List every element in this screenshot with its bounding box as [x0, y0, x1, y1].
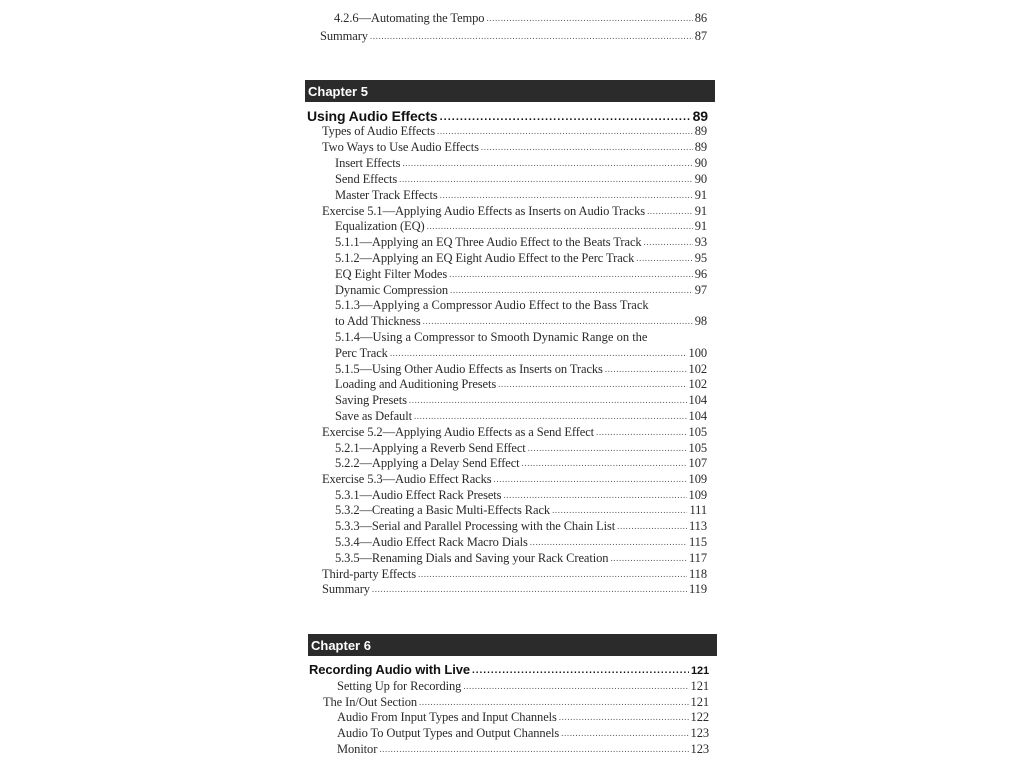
toc-entry [335, 314, 707, 329]
toc-entry-page: 89 [694, 124, 707, 138]
toc-entry [335, 456, 707, 471]
toc-entry-title: 4.2.6—Automating the Tempo [334, 11, 485, 25]
toc-entry [335, 503, 707, 518]
toc-entry-page: 109 [688, 472, 707, 486]
toc-entry [335, 188, 707, 203]
chapter-heading-bar [308, 634, 717, 656]
toc-entry [335, 235, 707, 250]
toc-entry [335, 377, 707, 392]
toc-entry [335, 551, 707, 566]
dot-leader [636, 251, 692, 266]
toc-entry-title: Audio From Input Types and Input Channels [337, 710, 557, 724]
toc-entry-title: Insert Effects [335, 156, 401, 170]
toc-entry-title: Loading and Auditioning Presets [335, 377, 497, 391]
toc-entry-page: 91 [694, 219, 707, 233]
chapter-heading-label: Chapter 6 [311, 637, 371, 653]
toc-entry-page: 119 [689, 582, 707, 596]
toc-entry-page: 123 [690, 742, 709, 756]
dot-leader [414, 409, 687, 424]
dot-leader [423, 314, 693, 329]
toc-entry-title: 5.2.1—Applying a Reverb Send Effect [335, 441, 526, 455]
dot-leader [440, 188, 693, 203]
toc-entry-title: Audio To Output Types and Output Channels [337, 726, 560, 740]
dot-leader [372, 582, 687, 597]
toc-entry [322, 582, 707, 597]
dot-leader [437, 124, 693, 139]
toc-entry-page: 111 [689, 503, 707, 517]
toc-entry-page: 115 [689, 535, 707, 549]
toc-entry-title: to Add Thickness [335, 314, 421, 328]
toc-entry [335, 441, 707, 456]
toc-entry [335, 346, 707, 361]
toc-entry-title: 5.1.5—Using Other Audio Effects as Inserts on Tracks [335, 362, 603, 376]
dot-leader [399, 172, 693, 187]
dot-leader [610, 551, 687, 566]
dot-leader [402, 156, 692, 171]
toc-entry-page: 121 [690, 665, 709, 677]
toc-entry-page: 96 [694, 267, 707, 281]
toc-entry-title: 5.1.3—Applying a Compressor Audio Effect to the Bass Track [335, 298, 649, 312]
toc-entry-title: Recording Audio with Live [309, 662, 470, 677]
toc-entry-title: Summary [320, 29, 368, 43]
toc-entry-title: 5.3.5—Renaming Dials and Saving your Rack Creation [335, 551, 609, 565]
toc-entry [320, 29, 707, 44]
toc-entry-page: 105 [688, 425, 707, 439]
toc-entry [337, 679, 709, 694]
toc-entry [335, 283, 707, 298]
dot-leader [605, 362, 687, 377]
dot-leader [379, 742, 688, 757]
chapter-title-entry [309, 662, 709, 677]
toc-entry-title: Send Effects [335, 172, 398, 186]
dot-leader [370, 29, 693, 44]
toc-entry-title: 5.1.2—Applying an EQ Eight Audio Effect to the Perc Track [335, 251, 635, 265]
toc-entry-page: 104 [688, 393, 707, 407]
toc-entry-title: 5.1.4—Using a Compressor to Smooth Dynamic Range on the [335, 330, 648, 344]
toc-entry [335, 362, 707, 377]
toc-entry-page: 91 [694, 188, 707, 202]
toc-entry [335, 267, 707, 282]
toc-entry [335, 172, 707, 187]
toc-entry-page: 109 [688, 488, 707, 502]
dot-leader [450, 283, 693, 298]
chapter-heading-bar [305, 80, 715, 102]
dot-leader [481, 140, 693, 155]
toc-entry-title: Summary [322, 582, 370, 596]
toc-entry [335, 393, 707, 408]
toc-entry-title: Saving Presets [335, 393, 407, 407]
toc-entry-title: Third-party Effects [322, 567, 417, 581]
toc-entry-page: 121 [690, 695, 709, 709]
toc-entry-title: 5.3.3—Serial and Parallel Processing with the Chain List [335, 519, 616, 533]
dot-leader [390, 346, 687, 361]
toc-entry [322, 204, 707, 219]
toc-entry-title: EQ Eight Filter Modes [335, 267, 448, 281]
toc-entry-title: 5.3.1—Audio Effect Rack Presets [335, 488, 502, 502]
dot-leader [552, 503, 687, 518]
toc-entry-title: Two Ways to Use Audio Effects [322, 140, 479, 154]
dot-leader [463, 679, 688, 694]
dot-leader [486, 11, 692, 26]
toc-entry [335, 251, 707, 266]
dot-leader [528, 441, 687, 456]
dot-leader [427, 219, 693, 234]
toc-entry-title: Exercise 5.1—Applying Audio Effects as Inserts on Audio Tracks [322, 204, 646, 218]
toc-entry-page: 89 [694, 140, 707, 154]
toc-entry [322, 124, 707, 139]
toc-entry [335, 535, 707, 550]
toc-entry [335, 519, 707, 534]
chapter-heading-label: Chapter 5 [308, 83, 368, 99]
toc-entry-page: 95 [694, 251, 707, 265]
toc-entry-title: Perc Track [335, 346, 388, 360]
toc-entry-page: 90 [694, 156, 707, 170]
toc-entry-page: 107 [688, 456, 707, 470]
toc-entry-page: 97 [694, 283, 707, 297]
toc-entry-page: 102 [688, 377, 707, 391]
dot-leader [503, 488, 686, 503]
toc-entry-title: Exercise 5.3—Audio Effect Racks [322, 472, 492, 486]
toc-entry-title: 5.2.2—Applying a Delay Send Effect [335, 456, 520, 470]
toc-entry-page: 121 [690, 679, 709, 693]
toc-entry-title: Types of Audio Effects [322, 124, 435, 138]
dot-leader [472, 663, 689, 678]
toc-entry-title: 5.3.4—Audio Effect Rack Macro Dials [335, 535, 528, 549]
dot-leader [418, 567, 687, 582]
dot-leader [409, 393, 687, 408]
toc-entry-title: Dynamic Compression [335, 283, 449, 297]
toc-entry [337, 710, 709, 725]
toc-entry [323, 695, 709, 710]
dot-leader [647, 204, 693, 219]
toc-entry [337, 726, 709, 741]
toc-entry-page: 104 [688, 409, 707, 423]
toc-entry-title: Setting Up for Recording [337, 679, 462, 693]
toc-entry-page: 98 [694, 314, 707, 328]
toc-entry-title: Monitor [337, 742, 378, 756]
toc-entry-title: Equalization (EQ) [335, 219, 425, 233]
toc-entry-title: Save as Default [335, 409, 412, 423]
dot-leader [561, 726, 688, 741]
toc-entry-page: 89 [692, 108, 708, 124]
dot-leader [449, 267, 693, 282]
toc-entry-title: The In/Out Section [323, 695, 418, 709]
toc-entry-page: 122 [690, 710, 709, 724]
toc-entry [322, 140, 707, 155]
toc-entry-page: 91 [694, 204, 707, 218]
toc-entry-page: 123 [690, 726, 709, 740]
toc-entry [335, 488, 707, 503]
toc-entry [322, 472, 707, 487]
chapter-title-entry [307, 108, 708, 125]
dot-leader [530, 535, 687, 550]
toc-entry-page: 90 [694, 172, 707, 186]
toc-entry-title: Using Audio Effects [307, 108, 438, 124]
toc-entry-page: 86 [694, 11, 707, 25]
toc-entry-page: 117 [689, 551, 707, 565]
toc-entry-page: 87 [694, 29, 707, 43]
dot-leader [419, 695, 689, 710]
dot-leader [494, 472, 687, 487]
toc-entry-page: 105 [688, 441, 707, 455]
dot-leader [559, 710, 689, 725]
toc-entry [335, 156, 707, 171]
toc-entry-title: 5.3.2—Creating a Basic Multi-Effects Rack [335, 503, 551, 517]
toc-entry-page: 100 [688, 346, 707, 360]
toc-entry-page: 102 [688, 362, 707, 376]
toc-entry [337, 742, 709, 757]
dot-leader [522, 456, 687, 471]
toc-entry [322, 425, 707, 440]
toc-entry [334, 11, 707, 26]
toc-entry-page: 113 [689, 519, 707, 533]
dot-leader [596, 425, 687, 440]
toc-entry-page: 118 [689, 567, 707, 581]
toc-entry-page: 93 [694, 235, 707, 249]
toc-entry [322, 567, 707, 582]
toc-entry [335, 409, 707, 424]
toc-entry-title: Master Track Effects [335, 188, 438, 202]
toc-entry [335, 219, 707, 234]
dot-leader [498, 377, 686, 392]
dot-leader [617, 519, 687, 534]
dot-leader [644, 235, 693, 250]
toc-entry-title: Exercise 5.2—Applying Audio Effects as a Send Effect [322, 425, 595, 439]
toc-entry-title: 5.1.1—Applying an EQ Three Audio Effect to the Beats Track [335, 235, 642, 249]
